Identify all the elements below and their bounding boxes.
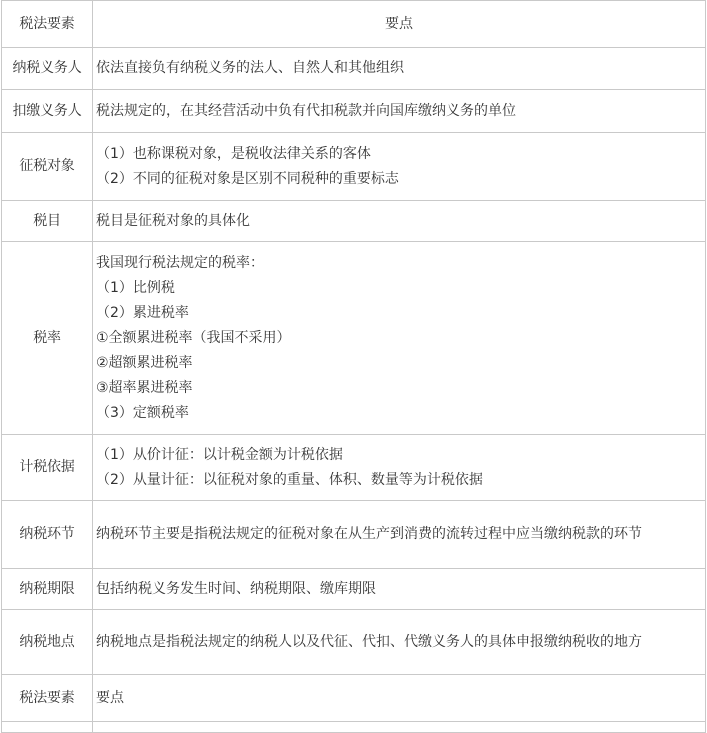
row-key: 税目 [2,201,93,242]
header-cell-element: 税法要素 [2,1,93,48]
row-value [93,435,706,501]
table-row [2,569,706,610]
row-value [93,675,706,722]
row-value [93,722,706,733]
table-row [2,610,706,675]
row-text: （2）累进税率 [96,304,189,321]
row-text: 税法规定的，在其经营活动中负有代扣税款并向国库缴纳义务的单位 [96,102,516,119]
row-value [93,610,706,675]
row-text: （2）不同的征税对象是区别不同税种的重要标志 [96,170,399,187]
row-text: ②超额累进税率 [96,354,193,371]
row-text: （3）定额税率 [96,404,189,421]
row-value [93,569,706,610]
row-text: 纳税地点是指税法规定的纳税人以及代征、代扣、代缴义务人的具体申报缴纳税收的地方 [96,633,642,650]
row-text: （1）也称课税对象，是税收法律关系的客体 [96,145,371,162]
row-key: 计税依据 [2,435,93,501]
row-key: 扣缴义务人 [2,90,93,133]
row-value [93,501,706,569]
row-key: 税法要素 [2,675,93,722]
row-text: 包括纳税义务发生时间、纳税期限、缴库期限 [96,580,376,597]
row-key: 征税对象 [2,133,93,201]
row-value [93,242,706,435]
table-row [2,133,706,201]
row-key: 纳税地点 [2,610,93,675]
table-row [2,501,706,569]
row-text: ①全额累进税率（我国不采用） [96,329,291,346]
row-key: 纳税期限 [2,569,93,610]
row-text: 纳税环节主要是指税法规定的征税对象在从生产到消费的流转过程中应当缴纳税款的环节 [96,526,642,542]
row-text: （1）比例税 [96,279,175,296]
row-value [93,48,706,90]
row-text: 我国现行税法规定的税率： [96,254,264,271]
table-row [2,675,706,722]
header-cell-points: 要点 [93,1,706,48]
row-text: ③超率累进税率 [96,379,193,396]
row-text: 税目是征税对象的具体化 [96,212,250,229]
row-text: （2）从量计征：以征税对象的重量、体积、数量等为计税依据 [96,471,483,488]
row-key: 纳税义务人 [2,48,93,90]
row-value [93,201,706,242]
row-key: 纳税环节 [2,501,93,569]
row-value [93,133,706,201]
row-text: 依法直接负有纳税义务的法人、自然人和其他组织 [96,60,404,76]
table-row [2,201,706,242]
row-key [2,722,93,733]
table-row [2,90,706,133]
row-value [93,90,706,133]
table-header-row [2,1,706,48]
row-text: 要点 [96,689,124,706]
tax-elements-table [1,0,706,733]
table-row [2,722,706,733]
row-text: （1）从价计征：以计税金额为计税依据 [96,446,343,463]
table-row [2,242,706,435]
table-row [2,48,706,90]
row-key: 税率 [2,242,93,435]
table-row [2,435,706,501]
